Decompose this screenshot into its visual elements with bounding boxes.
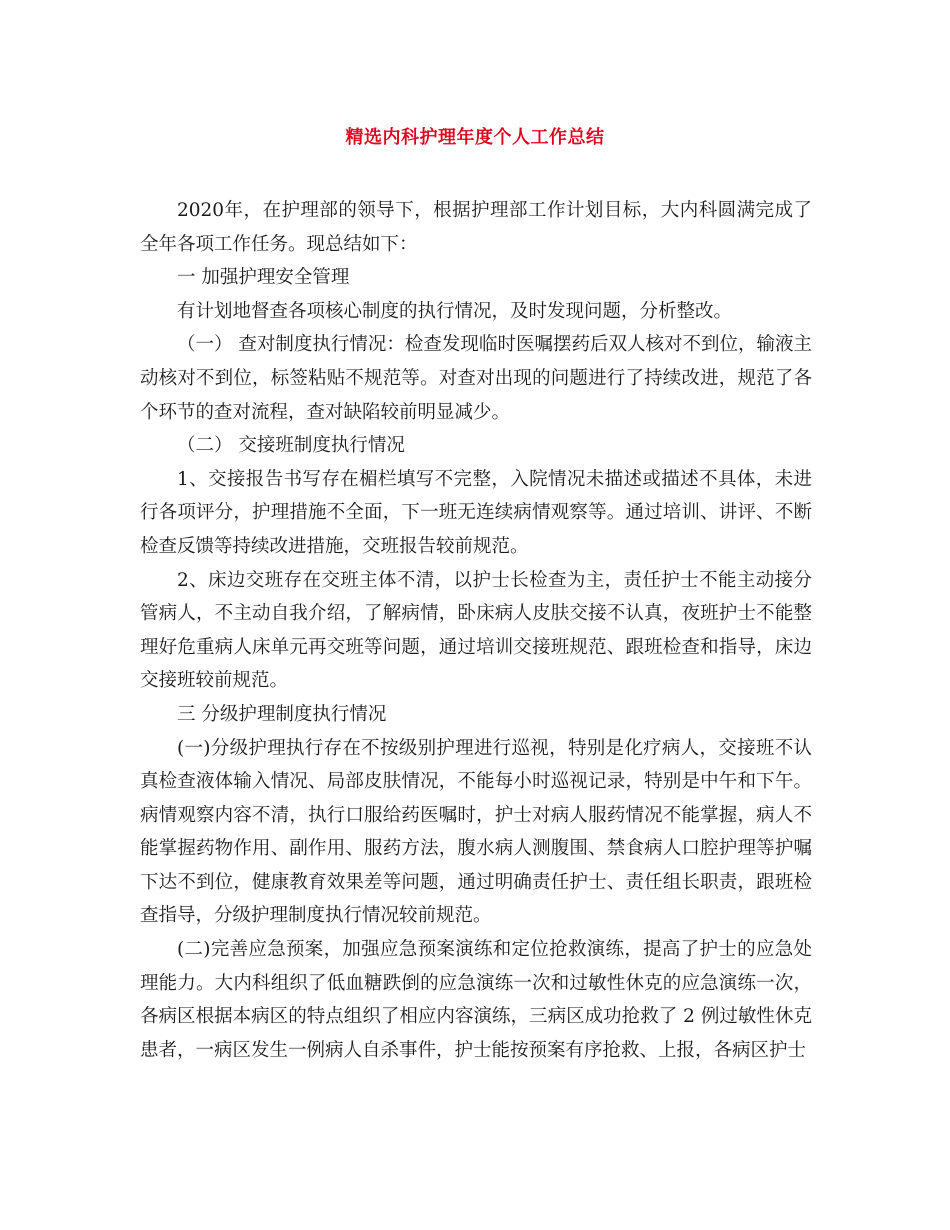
paragraph-intro: 2020年，在护理部的领导下，根据护理部工作计划目标，大内科圆满完成了全年各项工作任务。现总结如下： (140, 200, 812, 255)
paragraph-graded-nursing: (一)分级护理执行存在不按级别护理进行巡视，特别是化疗病人，交接班不认真检查液体输入情况、局部皮肤情况，不能每小时巡视记录，特别是中午和下午。病情观察内容不清，执行口服给药医嘱时，护士对病人服药情况不能掌握，病人不能掌握药物作用、副作用、服药方法，腹水病人测腹围、禁食病人口腔护理等护嘱下达不到位，健康教育效果差等问题，通过明确责任护士、责任组长职责，跟班检查指导，分级护理制度执行情况较前规范。 (140, 737, 812, 927)
document-title: 精选内科护理年度个人工作总结 (345, 127, 605, 148)
heading-safety-management: 一 加强护理安全管理 (177, 267, 350, 289)
heading-graded-nursing: 三 分级护理制度执行情况 (177, 703, 387, 725)
paragraph-supervision: 有计划地督查各项核心制度的执行情况，及时发现问题，分析整改。 (177, 300, 733, 322)
paragraph-emergency-plan: (二)完善应急预案，加强应急预案演练和定位抢救演练，提高了护士的应急处理能力。大内科组织了低血糖跌倒的应急演练一次和过敏性休克的应急演练一次，各病区根据本病区的特点组织了相应内容演练，三病区成功抢救了 2 例过敏性休克患者，一病区发生一例病人自杀事件，护士能按预案有序抢救、上报，各病区护士 (140, 939, 812, 1061)
paragraph-check-system: （一） 查对制度执行情况：检查发现临时医嘱摆药后双人核对不到位，输液主动核对不到位，标签粘贴不规范等。对查对出现的问题进行了持续改进，规范了各个环节的查对流程，查对缺陷较前明显减少。 (140, 334, 812, 423)
heading-handover-system: （二） 交接班制度执行情况 (177, 435, 405, 457)
document-body (140, 194, 812, 1067)
paragraph-bedside-handover: 2、床边交班存在交班主体不清，以护士长检查为主，责任护士不能主动接分管病人，不主动自我介绍，了解病情，卧床病人皮肤交接不认真，夜班护士不能整理好危重病人床单元再交班等问题，通过培训交接班规范、跟班检查和指导，床边交接班较前规范。 (140, 569, 812, 692)
paragraph-handover-report: 1、交接报告书写存在楣栏填写不完整，入院情况未描述或描述不具体，未进行各项评分，护理措施不全面，下一班无连续病情观察等。通过培训、讲评、不断检查反馈等持续改进措施，交班报告较前规范。 (140, 468, 812, 557)
